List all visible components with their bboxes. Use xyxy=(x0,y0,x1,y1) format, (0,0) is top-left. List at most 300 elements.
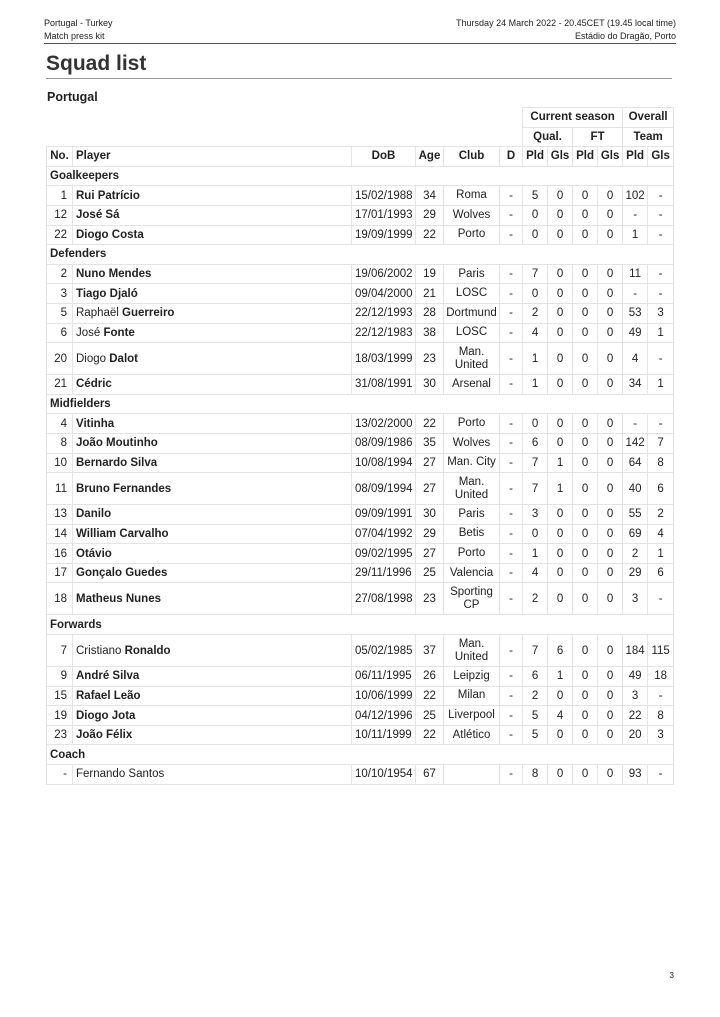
player-number: 1 xyxy=(47,186,73,206)
discipline: - xyxy=(500,205,523,225)
ft-goals: 0 xyxy=(598,433,623,453)
date-of-birth: 04/12/1996 xyxy=(352,706,416,726)
age: 26 xyxy=(416,667,444,687)
qual-goals: 4 xyxy=(548,706,573,726)
ft-played: 0 xyxy=(573,414,598,434)
header-row-competition xyxy=(47,127,674,147)
qual-goals: 0 xyxy=(548,433,573,453)
ft-played: 0 xyxy=(573,343,598,375)
date-of-birth: 07/04/1992 xyxy=(352,524,416,544)
qual-goals: 0 xyxy=(548,186,573,206)
player-surname: Guerreiro xyxy=(122,307,175,320)
discipline: - xyxy=(500,544,523,564)
qual-played: 0 xyxy=(523,524,548,544)
age: 67 xyxy=(416,765,444,785)
col-no: No. xyxy=(47,147,73,167)
player-first-name: Cristiano xyxy=(76,644,125,657)
col-team-pld: Pld xyxy=(623,147,648,167)
team-played: 93 xyxy=(623,765,648,785)
player-name xyxy=(73,205,352,225)
club: Liverpool xyxy=(444,706,500,726)
player-surname: João Félix xyxy=(76,729,133,742)
team-played: 49 xyxy=(623,667,648,687)
club: Wolves xyxy=(444,205,500,225)
table-row xyxy=(47,186,674,206)
table-row xyxy=(47,414,674,434)
player-surname: Fonte xyxy=(103,326,135,339)
team-goals: - xyxy=(648,343,674,375)
ft-goals: 0 xyxy=(598,414,623,434)
team-played: - xyxy=(623,205,648,225)
date-of-birth: 10/11/1999 xyxy=(352,725,416,745)
ft-played: 0 xyxy=(573,205,598,225)
date-of-birth: 13/02/2000 xyxy=(352,414,416,434)
team-played: - xyxy=(623,414,648,434)
group-row xyxy=(47,745,674,765)
club: Roma xyxy=(444,186,500,206)
ft-goals: 0 xyxy=(598,765,623,785)
player-name xyxy=(73,473,352,505)
date-of-birth: 06/11/1995 xyxy=(352,667,416,687)
qual-header: Qual. xyxy=(523,127,573,147)
discipline: - xyxy=(500,225,523,245)
team-goals: 1 xyxy=(648,544,674,564)
qual-goals: 0 xyxy=(548,205,573,225)
date-of-birth: 22/12/1993 xyxy=(352,303,416,323)
date-of-birth: 08/09/1994 xyxy=(352,473,416,505)
ft-goals: 0 xyxy=(598,544,623,564)
age: 38 xyxy=(416,323,444,343)
player-surname: Vitinha xyxy=(76,417,115,430)
table-row xyxy=(47,225,674,245)
discipline: - xyxy=(500,284,523,304)
col-club: Club xyxy=(444,147,500,167)
table-row xyxy=(47,686,674,706)
table-row xyxy=(47,264,674,284)
qual-played: 2 xyxy=(523,583,548,615)
table-row xyxy=(47,453,674,473)
player-name xyxy=(73,505,352,525)
ft-played: 0 xyxy=(573,686,598,706)
team-played: 49 xyxy=(623,323,648,343)
qual-goals: 0 xyxy=(548,524,573,544)
club: Dortmund xyxy=(444,303,500,323)
club: Milan xyxy=(444,686,500,706)
club: Porto xyxy=(444,414,500,434)
player-surname: Tiago Djaló xyxy=(76,287,138,300)
discipline: - xyxy=(500,343,523,375)
ft-goals: 0 xyxy=(598,667,623,687)
qual-played: 2 xyxy=(523,686,548,706)
date-of-birth: 19/06/2002 xyxy=(352,264,416,284)
qual-played: 6 xyxy=(523,433,548,453)
player-surname: Ronaldo xyxy=(124,644,171,657)
age: 27 xyxy=(416,453,444,473)
team-goals: - xyxy=(648,186,674,206)
club: Man. United xyxy=(444,343,500,375)
age: 28 xyxy=(416,303,444,323)
team-goals: - xyxy=(648,284,674,304)
player-name xyxy=(73,544,352,564)
team-played: 55 xyxy=(623,505,648,525)
team-goals: 3 xyxy=(648,303,674,323)
team-goals: 8 xyxy=(648,453,674,473)
current-season-header: Current season xyxy=(523,108,623,128)
player-surname: Danilo xyxy=(76,508,112,521)
qual-played: 8 xyxy=(523,765,548,785)
player-number: 2 xyxy=(47,264,73,284)
ft-played: 0 xyxy=(573,264,598,284)
team-played: 184 xyxy=(623,635,648,667)
ft-goals: 0 xyxy=(598,284,623,304)
match-datetime: Thursday 24 March 2022 - 20.45CET (19.45 local time) xyxy=(456,18,676,28)
discipline: - xyxy=(500,725,523,745)
discipline: - xyxy=(500,303,523,323)
player-number: 15 xyxy=(47,686,73,706)
club xyxy=(444,765,500,785)
table-row xyxy=(47,323,674,343)
ft-played: 0 xyxy=(573,563,598,583)
squad-table xyxy=(46,107,674,785)
player-number: 7 xyxy=(47,635,73,667)
discipline: - xyxy=(500,583,523,615)
player-surname: André Silva xyxy=(76,670,140,683)
discipline: - xyxy=(500,186,523,206)
ft-played: 0 xyxy=(573,225,598,245)
table-row xyxy=(47,473,674,505)
team-goals: 7 xyxy=(648,433,674,453)
player-number: 11 xyxy=(47,473,73,505)
player-surname: Gonçalo Guedes xyxy=(76,567,168,580)
ft-played: 0 xyxy=(573,583,598,615)
qual-goals: 0 xyxy=(548,765,573,785)
ft-played: 0 xyxy=(573,453,598,473)
overall-header: Overall xyxy=(623,108,674,128)
team-goals: - xyxy=(648,686,674,706)
qual-goals: 0 xyxy=(548,323,573,343)
qual-played: 7 xyxy=(523,473,548,505)
discipline: - xyxy=(500,505,523,525)
player-number: 16 xyxy=(47,544,73,564)
qual-played: 1 xyxy=(523,375,548,395)
table-row xyxy=(47,505,674,525)
ft-played: 0 xyxy=(573,544,598,564)
group-row xyxy=(47,166,674,186)
age: 23 xyxy=(416,583,444,615)
team-goals: 115 xyxy=(648,635,674,667)
ft-goals: 0 xyxy=(598,505,623,525)
ft-played: 0 xyxy=(573,284,598,304)
player-name xyxy=(73,725,352,745)
team-goals: 6 xyxy=(648,563,674,583)
age: 21 xyxy=(416,284,444,304)
ft-played: 0 xyxy=(573,473,598,505)
player-name xyxy=(73,323,352,343)
player-name xyxy=(73,667,352,687)
player-surname: Nuno Mendes xyxy=(76,268,152,281)
ft-played: 0 xyxy=(573,505,598,525)
qual-goals: 0 xyxy=(548,375,573,395)
ft-goals: 0 xyxy=(598,186,623,206)
team-header: Team xyxy=(623,127,674,147)
team-played: 3 xyxy=(623,583,648,615)
table-row xyxy=(47,725,674,745)
ft-goals: 0 xyxy=(598,583,623,615)
table-row xyxy=(47,205,674,225)
ft-goals: 0 xyxy=(598,725,623,745)
age: 22 xyxy=(416,686,444,706)
date-of-birth: 27/08/1998 xyxy=(352,583,416,615)
club: Man. City xyxy=(444,453,500,473)
discipline: - xyxy=(500,433,523,453)
discipline: - xyxy=(500,473,523,505)
age: 19 xyxy=(416,264,444,284)
player-name xyxy=(73,375,352,395)
ft-goals: 0 xyxy=(598,706,623,726)
qual-played: 2 xyxy=(523,303,548,323)
player-number: 14 xyxy=(47,524,73,544)
qual-goals: 0 xyxy=(548,583,573,615)
age: 27 xyxy=(416,544,444,564)
player-name xyxy=(73,264,352,284)
table-row xyxy=(47,303,674,323)
age: 22 xyxy=(416,725,444,745)
title-divider xyxy=(46,78,672,79)
club: Wolves xyxy=(444,433,500,453)
player-name xyxy=(73,453,352,473)
qual-goals: 0 xyxy=(548,264,573,284)
player-name xyxy=(73,414,352,434)
date-of-birth: 09/09/1991 xyxy=(352,505,416,525)
header-row-season xyxy=(47,108,674,128)
ft-goals: 0 xyxy=(598,264,623,284)
col-player: Player xyxy=(73,147,352,167)
team-played: 53 xyxy=(623,303,648,323)
date-of-birth: 17/01/1993 xyxy=(352,205,416,225)
age: 27 xyxy=(416,473,444,505)
qual-goals: 0 xyxy=(548,563,573,583)
team-goals: 4 xyxy=(648,524,674,544)
team-played: 142 xyxy=(623,433,648,453)
ft-goals: 0 xyxy=(598,453,623,473)
qual-goals: 0 xyxy=(548,414,573,434)
qual-goals: 0 xyxy=(548,284,573,304)
date-of-birth: 15/02/1988 xyxy=(352,186,416,206)
player-number: 9 xyxy=(47,667,73,687)
club: Paris xyxy=(444,264,500,284)
qual-played: 0 xyxy=(523,414,548,434)
date-of-birth: 10/08/1994 xyxy=(352,453,416,473)
ft-goals: 0 xyxy=(598,524,623,544)
col-team-gls: Gls xyxy=(648,147,674,167)
player-number: 10 xyxy=(47,453,73,473)
date-of-birth: 10/06/1999 xyxy=(352,686,416,706)
ft-played: 0 xyxy=(573,765,598,785)
age: 35 xyxy=(416,433,444,453)
table-row xyxy=(47,343,674,375)
qual-goals: 0 xyxy=(548,544,573,564)
date-of-birth: 22/12/1983 xyxy=(352,323,416,343)
discipline: - xyxy=(500,323,523,343)
player-number: 5 xyxy=(47,303,73,323)
ft-goals: 0 xyxy=(598,563,623,583)
ft-played: 0 xyxy=(573,323,598,343)
player-surname: João Moutinho xyxy=(76,437,158,450)
qual-goals: 6 xyxy=(548,635,573,667)
discipline: - xyxy=(500,635,523,667)
player-name xyxy=(73,686,352,706)
match-name: Portugal - Turkey xyxy=(44,18,113,28)
player-number: 23 xyxy=(47,725,73,745)
player-number: 3 xyxy=(47,284,73,304)
age: 22 xyxy=(416,414,444,434)
age: 25 xyxy=(416,563,444,583)
date-of-birth: 08/09/1986 xyxy=(352,433,416,453)
player-name xyxy=(73,524,352,544)
team-played: 22 xyxy=(623,706,648,726)
team-goals: - xyxy=(648,414,674,434)
age: 22 xyxy=(416,225,444,245)
qual-played: 0 xyxy=(523,284,548,304)
team-goals: - xyxy=(648,583,674,615)
player-number: 8 xyxy=(47,433,73,453)
qual-played: 7 xyxy=(523,264,548,284)
team-name: Portugal xyxy=(47,90,98,104)
discipline: - xyxy=(500,765,523,785)
team-played: 40 xyxy=(623,473,648,505)
col-qual-gls: Gls xyxy=(548,147,573,167)
qual-goals: 0 xyxy=(548,686,573,706)
club: Porto xyxy=(444,225,500,245)
team-goals: 18 xyxy=(648,667,674,687)
ft-played: 0 xyxy=(573,667,598,687)
table-row xyxy=(47,635,674,667)
player-surname: Dalot xyxy=(109,352,138,365)
age: 23 xyxy=(416,343,444,375)
player-number: 6 xyxy=(47,323,73,343)
team-goals: 3 xyxy=(648,725,674,745)
player-surname: Matheus Nunes xyxy=(76,592,161,605)
col-dob: DoB xyxy=(352,147,416,167)
ft-played: 0 xyxy=(573,725,598,745)
player-surname: Bernardo Silva xyxy=(76,456,158,469)
qual-goals: 1 xyxy=(548,473,573,505)
age: 30 xyxy=(416,505,444,525)
table-row xyxy=(47,583,674,615)
age: 29 xyxy=(416,205,444,225)
ft-played: 0 xyxy=(573,524,598,544)
qual-played: 7 xyxy=(523,453,548,473)
ft-played: 0 xyxy=(573,375,598,395)
ft-goals: 0 xyxy=(598,375,623,395)
date-of-birth: 31/08/1991 xyxy=(352,375,416,395)
qual-played: 1 xyxy=(523,343,548,375)
discipline: - xyxy=(500,706,523,726)
club: Porto xyxy=(444,544,500,564)
table-row xyxy=(47,706,674,726)
qual-goals: 0 xyxy=(548,343,573,375)
ft-played: 0 xyxy=(573,706,598,726)
team-played: 69 xyxy=(623,524,648,544)
ft-goals: 0 xyxy=(598,225,623,245)
col-ft-gls: Gls xyxy=(598,147,623,167)
col-d: D xyxy=(500,147,523,167)
player-number: 22 xyxy=(47,225,73,245)
player-name xyxy=(73,765,352,785)
qual-goals: 1 xyxy=(548,453,573,473)
player-surname: Otávio xyxy=(76,547,112,560)
team-played: 29 xyxy=(623,563,648,583)
date-of-birth: 19/09/1999 xyxy=(352,225,416,245)
club: Paris xyxy=(444,505,500,525)
qual-played: 1 xyxy=(523,544,548,564)
table-row xyxy=(47,544,674,564)
age: 34 xyxy=(416,186,444,206)
group-label: Goalkeepers xyxy=(47,166,674,186)
group-row xyxy=(47,394,674,414)
player-number: 4 xyxy=(47,414,73,434)
ft-played: 0 xyxy=(573,433,598,453)
team-goals: - xyxy=(648,205,674,225)
date-of-birth: 09/02/1995 xyxy=(352,544,416,564)
player-name xyxy=(73,635,352,667)
qual-played: 3 xyxy=(523,505,548,525)
team-played: 102 xyxy=(623,186,648,206)
player-number: 19 xyxy=(47,706,73,726)
qual-played: 5 xyxy=(523,186,548,206)
ft-goals: 0 xyxy=(598,323,623,343)
team-goals: 6 xyxy=(648,473,674,505)
group-label: Forwards xyxy=(47,615,674,635)
club: LOSC xyxy=(444,284,500,304)
team-goals: - xyxy=(648,765,674,785)
player-surname: Bruno Fernandes xyxy=(76,482,172,495)
group-label: Midfielders xyxy=(47,394,674,414)
qual-played: 4 xyxy=(523,323,548,343)
player-name xyxy=(73,706,352,726)
club: Arsenal xyxy=(444,375,500,395)
header-divider xyxy=(44,43,676,44)
player-surname: José Sá xyxy=(76,209,120,222)
discipline: - xyxy=(500,264,523,284)
club: Leipzig xyxy=(444,667,500,687)
ft-played: 0 xyxy=(573,186,598,206)
qual-played: 5 xyxy=(523,706,548,726)
ft-played: 0 xyxy=(573,303,598,323)
team-played: 20 xyxy=(623,725,648,745)
player-number: 21 xyxy=(47,375,73,395)
club: LOSC xyxy=(444,323,500,343)
ft-goals: 0 xyxy=(598,303,623,323)
team-goals: 1 xyxy=(648,375,674,395)
club: Man. United xyxy=(444,473,500,505)
player-first-name: Fernando Santos xyxy=(76,768,165,781)
page-title: Squad list xyxy=(46,52,147,75)
team-goals: 2 xyxy=(648,505,674,525)
table-row xyxy=(47,667,674,687)
player-number: 12 xyxy=(47,205,73,225)
table-row xyxy=(47,563,674,583)
team-goals: - xyxy=(648,264,674,284)
age: 29 xyxy=(416,524,444,544)
team-goals: - xyxy=(648,225,674,245)
team-played: 2 xyxy=(623,544,648,564)
group-row xyxy=(47,615,674,635)
player-number: - xyxy=(47,765,73,785)
ft-goals: 0 xyxy=(598,635,623,667)
table-row xyxy=(47,433,674,453)
player-number: 20 xyxy=(47,343,73,375)
